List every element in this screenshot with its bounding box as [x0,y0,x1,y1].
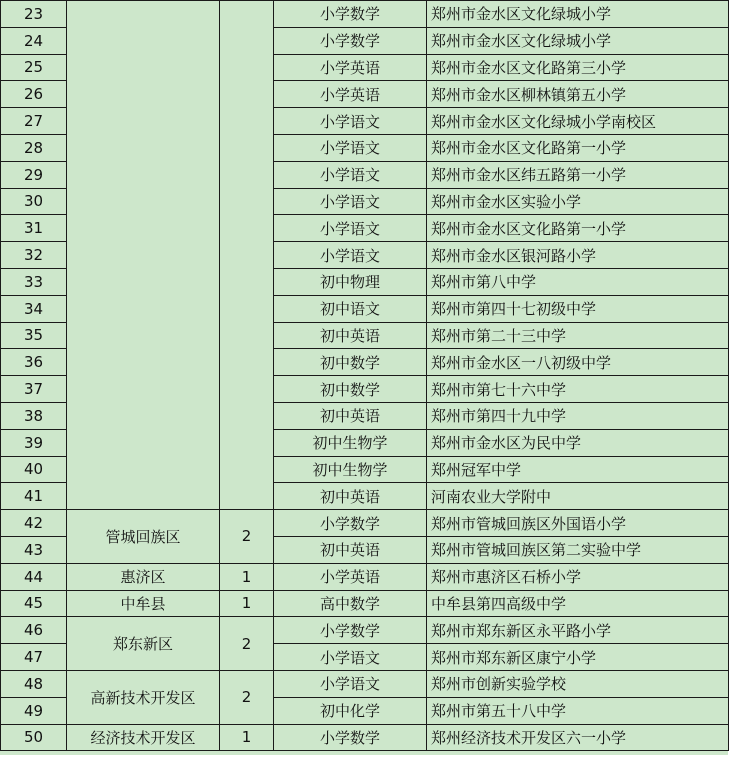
school-cell: 郑州市郑东新区康宁小学 [427,644,729,671]
school-cell: 郑州市管城回族区外国语小学 [427,510,729,537]
row-number-cell: 29 [1,161,67,188]
school-cell: 郑州市金水区为民中学 [427,429,729,456]
count-cell: 1 [220,563,274,590]
region-cell: 经济技术开发区 [67,724,220,751]
school-cell: 郑州市管城回族区第二实验中学 [427,536,729,563]
subject-cell: 初中物理 [274,268,427,295]
school-cell: 郑州市郑东新区永平路小学 [427,617,729,644]
school-cell: 郑州市金水区文化路第三小学 [427,54,729,81]
row-number-cell: 36 [1,349,67,376]
row-number-cell: 49 [1,697,67,724]
table-row [1,510,729,537]
region-cell: 中牟县 [67,590,220,617]
school-cell: 郑州市创新实验学校 [427,670,729,697]
region-cell: 惠济区 [67,563,220,590]
subject-cell: 初中化学 [274,697,427,724]
subject-cell: 小学英语 [274,563,427,590]
school-cell: 郑州市金水区文化路第一小学 [427,215,729,242]
school-cell: 河南农业大学附中 [427,483,729,510]
subject-cell: 小学语文 [274,644,427,671]
subject-cell: 小学语文 [274,670,427,697]
subject-cell: 高中数学 [274,590,427,617]
row-number-cell: 30 [1,188,67,215]
count-cell: 2 [220,510,274,564]
row-number-cell: 47 [1,644,67,671]
count-cell: 1 [220,590,274,617]
row-number-cell: 28 [1,134,67,161]
subject-cell: 小学数学 [274,1,427,28]
school-cell: 郑州市第五十八中学 [427,697,729,724]
count-cell: 2 [220,617,274,671]
subject-cell: 小学数学 [274,27,427,54]
row-number-cell: 46 [1,617,67,644]
table-row [1,563,729,590]
school-cell: 中牟县第四高级中学 [427,590,729,617]
subject-cell: 初中生物学 [274,456,427,483]
school-cell: 郑州市金水区银河路小学 [427,242,729,269]
school-cell: 郑州市金水区文化绿城小学 [427,1,729,28]
school-cell: 郑州市金水区纬五路第一小学 [427,161,729,188]
subject-cell: 初中英语 [274,322,427,349]
row-number-cell: 50 [1,724,67,751]
school-cell: 郑州市第二十三中学 [427,322,729,349]
table-row [1,724,729,751]
region-cell: 管城回族区 [67,510,220,564]
school-cell: 郑州市第四十七初级中学 [427,295,729,322]
school-cell: 郑州市金水区实验小学 [427,188,729,215]
school-cell: 郑州经济技术开发区六一小学 [427,724,729,751]
subject-cell: 小学语文 [274,242,427,269]
page-margin [0,756,730,761]
row-number-cell: 45 [1,590,67,617]
subject-cell: 初中生物学 [274,429,427,456]
subject-cell: 小学语文 [274,161,427,188]
row-number-cell: 48 [1,670,67,697]
subject-cell: 初中数学 [274,376,427,403]
school-cell: 郑州市金水区文化路第一小学 [427,134,729,161]
school-cell: 郑州市金水区柳林镇第五小学 [427,81,729,108]
table-row [1,670,729,697]
subject-cell: 小学语文 [274,108,427,135]
region-cell: 高新技术开发区 [67,670,220,724]
school-cell: 郑州市惠济区石桥小学 [427,563,729,590]
school-cell: 郑州市第八中学 [427,268,729,295]
subject-cell: 初中英语 [274,536,427,563]
row-number-cell: 25 [1,54,67,81]
table-row [1,617,729,644]
row-number-cell: 38 [1,402,67,429]
row-number-cell: 27 [1,108,67,135]
table-body [1,1,729,751]
school-cell: 郑州冠军中学 [427,456,729,483]
row-number-cell: 26 [1,81,67,108]
count-cell: 1 [220,724,274,751]
row-number-cell: 33 [1,268,67,295]
row-number-cell: 31 [1,215,67,242]
subject-cell: 初中语文 [274,295,427,322]
school-cell: 郑州市金水区文化绿城小学南校区 [427,108,729,135]
table-row [1,1,729,28]
subject-cell: 小学语文 [274,215,427,242]
subject-cell: 初中数学 [274,349,427,376]
subject-cell: 小学数学 [274,617,427,644]
count-cell: 2 [220,670,274,724]
row-number-cell: 43 [1,536,67,563]
region-cell [67,1,220,510]
subject-cell: 初中英语 [274,483,427,510]
subject-cell: 小学数学 [274,510,427,537]
row-number-cell: 24 [1,27,67,54]
school-cell: 郑州市第四十九中学 [427,402,729,429]
row-number-cell: 35 [1,322,67,349]
subject-cell: 小学数学 [274,724,427,751]
subject-cell: 小学语文 [274,134,427,161]
region-cell: 郑东新区 [67,617,220,671]
row-number-cell: 34 [1,295,67,322]
school-cell: 郑州市金水区文化绿城小学 [427,27,729,54]
count-cell [220,1,274,510]
school-cell: 郑州市第七十六中学 [427,376,729,403]
subject-cell: 初中英语 [274,402,427,429]
row-number-cell: 40 [1,456,67,483]
subject-cell: 小学英语 [274,81,427,108]
subject-cell: 小学语文 [274,188,427,215]
row-number-cell: 39 [1,429,67,456]
row-number-cell: 41 [1,483,67,510]
row-number-cell: 37 [1,376,67,403]
table-row [1,590,729,617]
row-number-cell: 32 [1,242,67,269]
row-number-cell: 42 [1,510,67,537]
school-cell: 郑州市金水区一八初级中学 [427,349,729,376]
row-number-cell: 44 [1,563,67,590]
row-number-cell: 23 [1,1,67,28]
subject-cell: 小学英语 [274,54,427,81]
